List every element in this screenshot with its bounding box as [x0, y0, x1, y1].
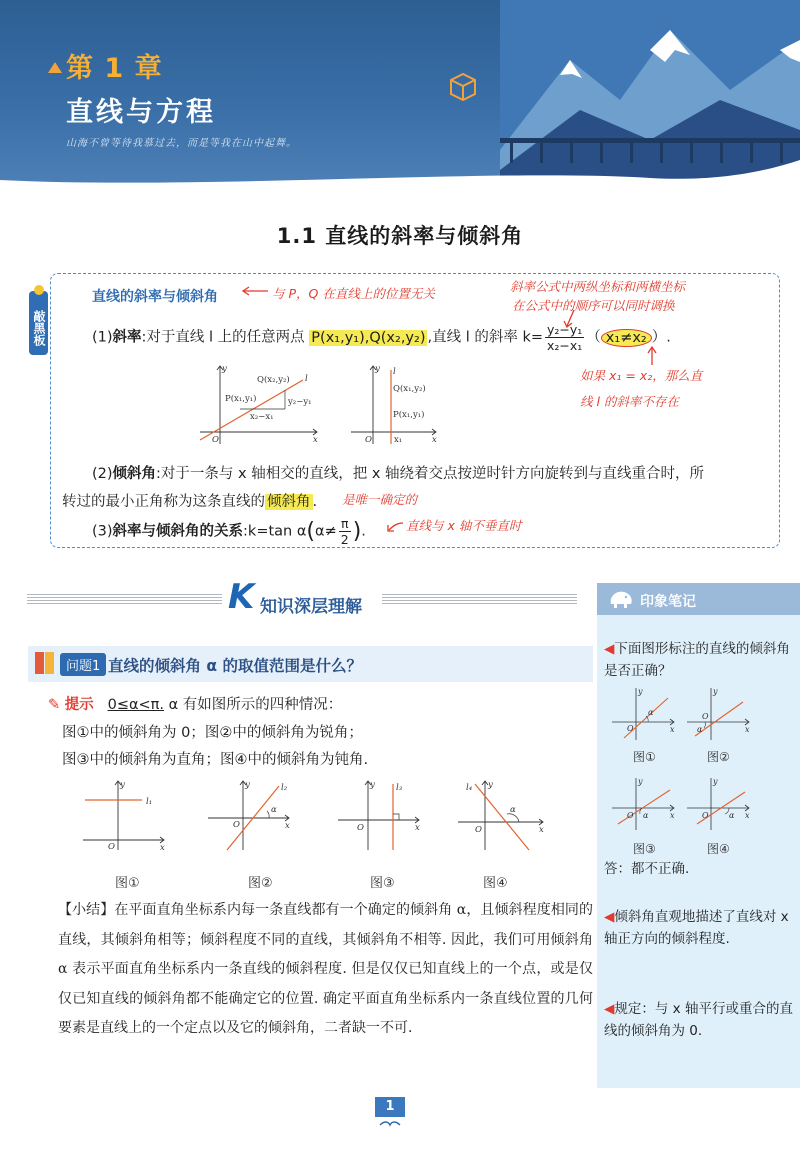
svg-text:Q(x₂,y₂): Q(x₂,y₂)	[257, 375, 290, 385]
inclination-definition-2: 转过的最小正角称为这条直线的 倾斜角 .	[62, 494, 318, 510]
blackboard-tab: 敲黑板	[29, 291, 48, 355]
question-text: 直线的倾斜角 α 的取值范围是什么？	[108, 657, 362, 675]
svg-text:x: x	[539, 825, 544, 835]
svg-text:y: y	[375, 364, 380, 374]
svg-text:x₁: x₁	[394, 435, 403, 445]
figure-4	[455, 778, 550, 853]
svg-text:y₂−y₁: y₂−y₁	[288, 397, 312, 407]
slope-figure	[195, 362, 325, 447]
svg-text:x: x	[313, 435, 318, 445]
side-figure-3-label: 图③	[633, 842, 656, 856]
svg-text:y: y	[222, 364, 227, 374]
chapter-banner	[0, 0, 800, 185]
vertical-line-figure	[348, 362, 443, 447]
lightbulb-icon	[34, 285, 44, 295]
svg-text:y: y	[120, 780, 125, 790]
note-formula-1: 斜率公式中两纵坐标和两横坐标	[510, 279, 686, 294]
svg-text:x: x	[160, 843, 165, 853]
figure-2-label: 图②	[248, 876, 273, 891]
figure-2	[205, 778, 295, 853]
svg-text:x₂−x₁: x₂−x₁	[250, 412, 274, 422]
mountain-illustration	[500, 0, 800, 185]
side-figure-4	[685, 776, 753, 832]
slope-inclination-relation: (3)斜率与倾斜角的关系:k=tan α(α≠ $\frac{\pi}{2}$ ).	[92, 516, 366, 547]
section-title: 1.1 直线的斜率与倾斜角	[276, 224, 524, 248]
svg-text:y: y	[638, 777, 643, 786]
svg-text:O: O	[627, 724, 634, 733]
side-figure-2-label: 图②	[707, 750, 730, 764]
elephant-icon	[607, 588, 635, 610]
hint-line-2: 图①中的倾斜角为 0；图②中的倾斜角为锐角；	[62, 725, 363, 741]
side-question: ◀下面图形标注的直线的倾斜角是否正确？	[604, 641, 790, 679]
triangle-icon	[48, 62, 62, 73]
svg-text:O: O	[475, 825, 482, 835]
svg-text:x: x	[745, 725, 750, 734]
svg-text:y: y	[713, 777, 718, 786]
svg-text:y: y	[488, 780, 493, 790]
svg-text:x: x	[745, 811, 750, 820]
svg-text:α: α	[643, 811, 649, 820]
svg-text:l₁: l₁	[146, 797, 153, 807]
svg-text:O: O	[627, 811, 634, 820]
svg-text:Q(x₁,y₂): Q(x₁,y₂)	[393, 384, 426, 394]
svg-text:P(x₁,y₁): P(x₁,y₁)	[393, 410, 425, 420]
svg-text:y: y	[638, 687, 643, 696]
knowledge-title: 知识深层理解	[260, 597, 362, 617]
svg-text:O: O	[108, 842, 115, 852]
svg-text:x: x	[670, 811, 675, 820]
svg-text:l: l	[305, 374, 308, 384]
note-equal-1: 如果 x₁ = x₂，那么直	[580, 368, 703, 383]
book-icon	[34, 650, 56, 676]
side-figure-1-label: 图①	[633, 750, 656, 764]
side-figure-1	[610, 686, 678, 742]
note-equal-2: 线 l 的斜率不存在	[580, 394, 679, 409]
svg-text:O: O	[357, 823, 364, 833]
figure-1-label: 图①	[115, 876, 140, 891]
banner-curve	[0, 160, 800, 185]
svg-text:O: O	[233, 820, 240, 830]
chapter-motto: 山海不曾等待我慕过去，而是等我在山中起舞。	[66, 138, 297, 149]
k-logo: K	[228, 577, 255, 617]
points-highlight: P(x₁,y₁),Q(x₂,y₂)	[311, 329, 426, 346]
svg-text:y: y	[713, 687, 718, 696]
note-vertical: 直线与 x 轴不垂直时	[406, 518, 522, 533]
figure-3-label: 图③	[370, 876, 395, 891]
side-note-3: ◀规定：与 x 轴平行或重合的直线的倾斜角为 0.	[604, 1001, 793, 1039]
summary-paragraph: 【小结】在平面直角坐标系内每一条直线都有一个确定的倾斜角 α，且倾斜程度相同的直线，其倾斜角相等；倾斜程度不同的直线，其倾斜角不相等. 因此，我们可用倾斜角 α 表示平面直角坐标系内一条直线的倾斜程度. 但是仅仅已知直线上的一个点，或是仅仅已知直线的倾斜角都不能确定它的位置. 确定平面直角坐标系内一条直线位置的几何要素是直线上的一个定点以及它的倾斜角，二者缺一不可.	[58, 902, 593, 1036]
svg-text:y: y	[245, 780, 250, 790]
figure-4-label: 图④	[483, 876, 508, 891]
svg-text:O: O	[702, 811, 709, 820]
side-figure-3	[610, 776, 678, 832]
side-figure-2	[685, 686, 753, 742]
svg-text:P(x₁,y₁): P(x₁,y₁)	[225, 394, 257, 404]
inclination-highlight: 倾斜角	[267, 494, 311, 510]
svg-text:α: α	[697, 725, 703, 734]
svg-text:O: O	[365, 435, 372, 445]
page-number: 1	[375, 1097, 405, 1117]
note-formula-2: 在公式中的顺序可以同时调换	[512, 298, 675, 313]
hint-line: ✎ 提示 0≤α<π. α 有如图所示的四种情况：	[48, 697, 343, 713]
pencil-icon: ✎	[48, 697, 61, 713]
hint-line-3: 图③中的倾斜角为直角；图④中的倾斜角为钝角.	[62, 752, 369, 768]
svg-text:l₂: l₂	[281, 783, 288, 793]
svg-text:x: x	[432, 435, 437, 445]
side-figure-4-label: 图④	[707, 842, 730, 856]
side-note-2: ◀倾斜角直观地描述了直线对 x 轴正方向的倾斜程度.	[604, 909, 789, 947]
svg-text:O: O	[212, 435, 219, 445]
svg-text:O: O	[702, 712, 709, 721]
slope-fraction: $\frac{\text{y₂−y₁}}{\text{x₂−x₁}}$	[547, 322, 583, 353]
arrow-icon	[646, 345, 658, 367]
cube-icon	[448, 72, 478, 102]
svg-text:α: α	[271, 805, 277, 815]
note-unique: 是唯一确定的	[342, 492, 418, 507]
svg-text:l: l	[393, 367, 396, 377]
svg-text:x: x	[670, 725, 675, 734]
svg-text:l₄: l₄	[466, 783, 473, 793]
condition-circled: x₁≠x₂	[601, 329, 652, 347]
arrow-icon	[385, 520, 405, 534]
side-answer: 答：都不正确.	[604, 861, 690, 877]
bird-icon	[378, 1119, 402, 1131]
svg-text:α: α	[510, 805, 516, 815]
svg-text:y: y	[370, 780, 375, 790]
svg-text:α: α	[729, 811, 735, 820]
inclination-definition-1: (2)倾斜角:对于一条与 x 轴相交的直线，把 x 轴绕着交点按逆时针方向旋转到与直线重合时，所	[92, 466, 705, 482]
slope-definition: (1)斜率:对于直线 l 上的任意两点 P(x₁,y₁),Q(x₂,y₂) ,直线 l 的斜率 k= $\frac{\text{y₂−y₁}}{\text{x₂−x₁}}$ （ x₁≠x₂ ）.	[92, 322, 671, 353]
arrow-icon	[240, 284, 270, 298]
chapter-title: 直线与方程	[66, 97, 216, 128]
question-number: 问题1	[60, 653, 106, 676]
svg-text:x: x	[415, 823, 420, 833]
svg-text:α: α	[648, 708, 654, 717]
svg-text:x: x	[285, 821, 290, 831]
note-pq: 与 P，Q 在直线上的位置无关	[272, 286, 435, 301]
figure-3	[335, 778, 425, 853]
blackboard-heading: 直线的斜率与倾斜角	[92, 289, 218, 305]
figure-1	[80, 778, 170, 853]
svg-text:l₃: l₃	[396, 783, 403, 793]
chapter-number: 第 1 章	[48, 46, 163, 85]
side-notes-title: 印象笔记	[640, 594, 696, 610]
